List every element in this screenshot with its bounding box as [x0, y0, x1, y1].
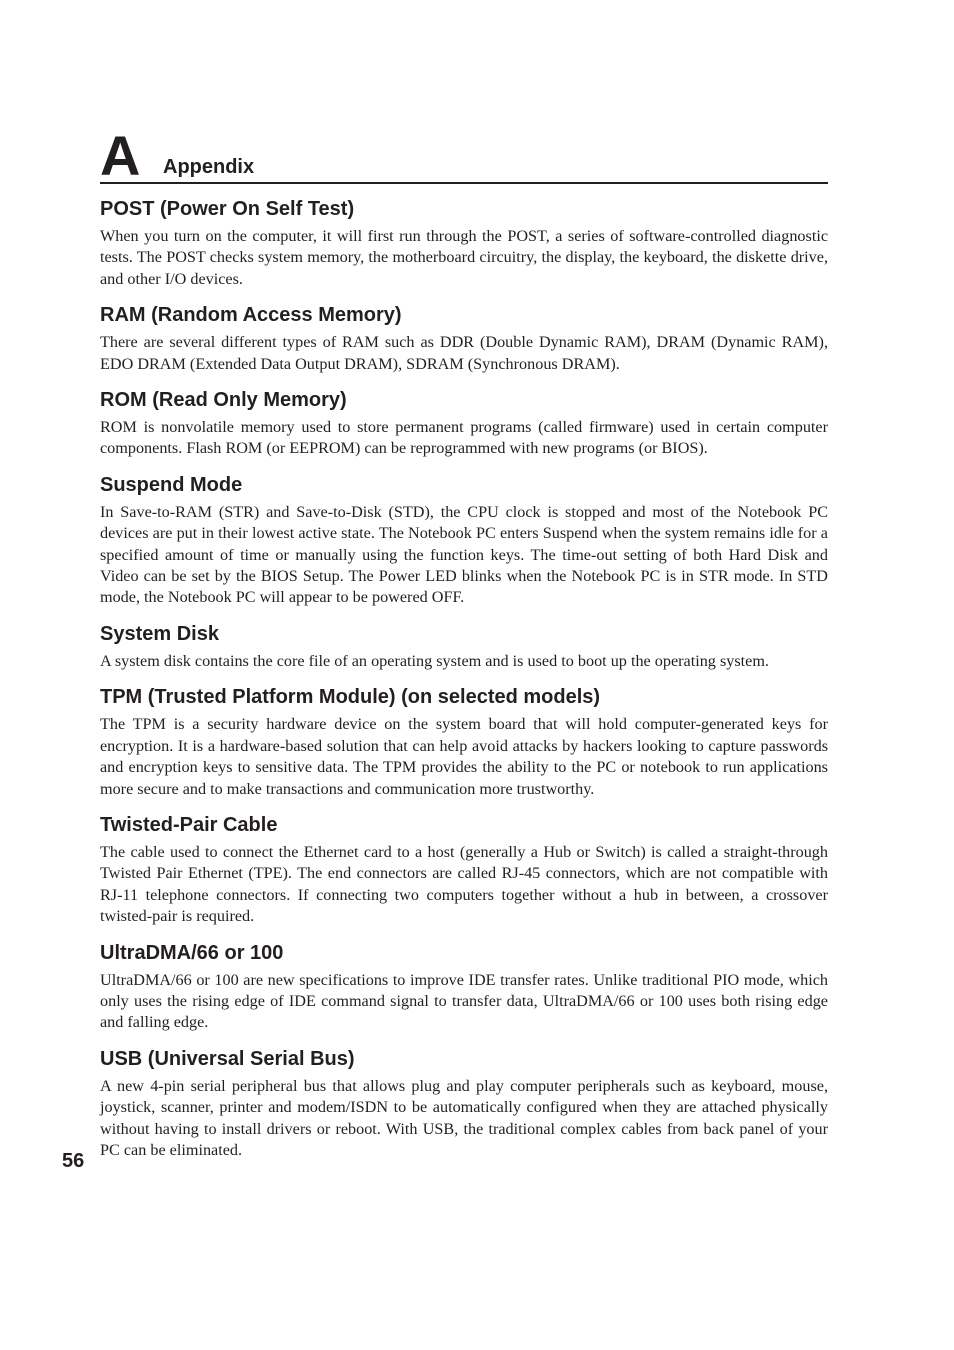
section-heading: POST (Power On Self Test): [100, 198, 355, 220]
section-heading: USB (Universal Serial Bus): [100, 1047, 355, 1070]
section-heading: UltraDMA/66 or 100: [100, 941, 284, 964]
section-system-disk: [100, 621, 828, 672]
section-body: The TPM is a security hardware device on the system board that will hold computer-generated keys for encryption. It is a hardware-based solution that can help avoid attacks by hackers looking to capture passwords and encryption keys to sensitive data. The TPM provides the ability to the PC or notebook to run applications more secure and to make transactions and communication more trustworthy.: [100, 715, 828, 798]
section-usb: [100, 1046, 828, 1162]
section-ram: [100, 302, 828, 375]
section-body: When you turn on the computer, it will first run through the POST, a series of software-controlled diagnostic tests. The POST checks system memory, the motherboard circuitry, the display, the keyboard, the diskette drive, and other I/O devices.: [100, 227, 828, 288]
section-body: UltraDMA/66 or 100 are new specifications to improve IDE transfer rates. Unlike traditional PIO mode, which only uses the rising edge of IDE command signal to transfer data, UltraDMA/66 or 100 uses both rising edge and falling edge.: [100, 970, 828, 1032]
section-heading: TPM (Trusted Platform Module) (on selected models): [100, 686, 601, 709]
section-suspend-mode: [100, 472, 828, 609]
section-body: There are several different types of RAM such as DDR (Double Dynamic RAM), DRAM (Dynamic RAM), EDO DRAM (Extended Data Output DRAM), SDRAM (Synchronous DRAM).: [100, 333, 828, 373]
page-number: 56: [62, 1150, 85, 1172]
section-body: A system disk contains the core file of an operating system and is used to boot up the operating system.: [100, 651, 769, 670]
section-post: [100, 196, 828, 290]
section-heading: System Disk: [100, 622, 219, 645]
section-heading: ROM (Read Only Memory): [100, 389, 347, 412]
section-body: In Save-to-RAM (STR) and Save-to-Disk (STD), the CPU clock is stopped and most of the Notebook PC devices are put in their lowest active state. The Notebook PC enters Suspend when the system remains idle for a specified amount of time or manually using the function keys. The time-out setting of both Hard Disk and Video can be set by the BIOS Setup. The Power LED blinks when the Notebook PC is in STR mode. In STD mode, the Notebook PC will appear to be powered OFF.: [100, 502, 828, 607]
section-heading: Suspend Mode: [100, 473, 243, 496]
section-twisted-pair-cable: [100, 812, 828, 928]
section-rom: [100, 387, 828, 460]
chapter-header: [100, 124, 828, 187]
section-tpm: [100, 684, 828, 800]
section-heading: RAM (Random Access Memory): [100, 304, 402, 327]
glossary-content: [100, 196, 828, 1173]
section-ultradma: [100, 940, 828, 1034]
chapter-letter: A: [100, 124, 141, 187]
chapter-title: Appendix: [163, 156, 255, 178]
section-body: A new 4-pin serial peripheral bus that allows plug and play computer peripherals such as keyboard, mouse, joystick, scanner, printer and modem/ISDN to be automatically configured when they are attached physically without having to install drivers or reboot. With USB, the traditional complex cables from back panel of your PC can be eliminated.: [100, 1076, 828, 1159]
section-body: ROM is nonvolatile memory used to store permanent programs (called firmware) used in certain computer components. Flash ROM (or EEPROM) can be reprogrammed with new programs (or BIOS).: [100, 418, 828, 458]
section-heading: Twisted-Pair Cable: [100, 813, 278, 836]
section-body: The cable used to connect the Ethernet card to a host (generally a Hub or Switch) is called a straight-through Twisted Pair Ethernet (TPE). The end connectors are called RJ-45 connectors, which are not compatible with RJ-11 telephone connectors. If connecting two computers together without a hub in between, a crossover twisted-pair is required.: [100, 842, 828, 926]
